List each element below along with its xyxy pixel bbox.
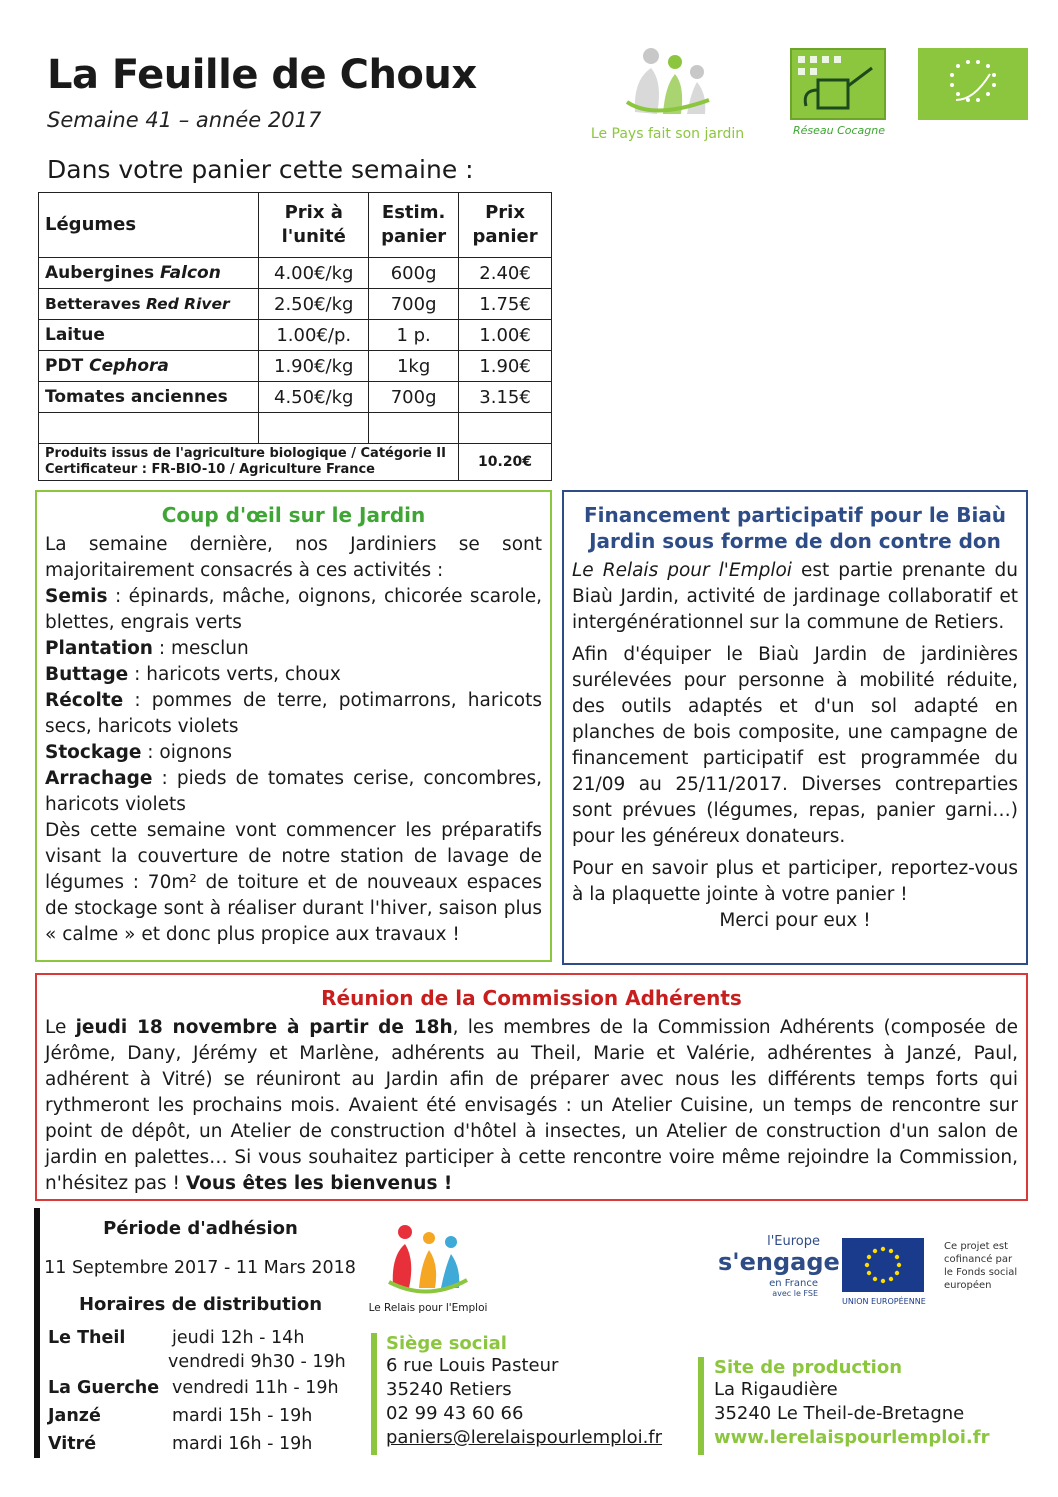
col-header-prix-panier: Prix panier xyxy=(459,193,552,258)
certification-note: Produits issus de l'agriculture biologique / Catégorie II Certificateur : FR-BIO-10 / Agriculture France xyxy=(39,444,459,481)
jardin-item: Récolte : pommes de terre, potimarrons, haricots secs, haricots violets xyxy=(45,690,542,737)
basket-heading: Dans votre panier cette semaine : xyxy=(47,155,474,184)
jardin-item: Plantation : mesclun xyxy=(45,638,249,659)
jardin-outro: Dès cette semaine vont commencer les préparatifs visant la couverture de notre station de lavage de légumes : 70m² de toiture et de nouveaux espaces de stockage sont à réaliser durant l'hiver, saison plus « calme » et donc plus propice aux travaux ! xyxy=(45,820,542,945)
pays-jardin-logo xyxy=(585,42,750,142)
website-link[interactable]: www.lerelaispourlemploi.fr xyxy=(714,1427,990,1448)
cocagne-logo xyxy=(790,48,886,120)
table-row xyxy=(39,382,552,413)
unit-price: 1.00€/p. xyxy=(259,320,369,351)
production-line: 35240 Le Theil-de-Bretagne xyxy=(714,1403,965,1424)
jardin-item: Buttage : haricots verts, choux xyxy=(45,664,341,685)
financement-title: Financement participatif pour le Biaù Jardin sous forme de don contre don xyxy=(583,503,1007,553)
table-row xyxy=(39,320,552,351)
watering-can-icon xyxy=(792,50,884,118)
production-title: Site de production xyxy=(714,1357,903,1378)
siege-phone: 02 99 43 60 66 xyxy=(386,1403,524,1424)
jardin-intro: La semaine dernière, nos Jardiniers se sont majoritairement consacrés à ces activités : xyxy=(45,534,542,581)
jardin-item: Semis : épinards, mâche, oignons, chicorée scarole, blettes, engrais verts xyxy=(45,586,542,633)
basket-total: 10.20€ xyxy=(459,444,552,481)
info-side-bar xyxy=(34,1208,40,1458)
unit-price: 2.50€/kg xyxy=(259,289,369,320)
estimate: 1 p. xyxy=(369,320,459,351)
relais-people-icon xyxy=(383,1220,473,1300)
jardin-title: Coup d'œil sur le Jardin xyxy=(161,503,426,527)
eu-flag xyxy=(842,1238,924,1292)
table-footer-row xyxy=(39,444,552,481)
people-icon xyxy=(613,42,723,122)
estimate: 1kg xyxy=(369,351,459,382)
financement-p3: Pour en savoir plus et participer, reportez-vous à la plaquette jointe à votre panier ! xyxy=(572,858,1018,905)
eu-organic-logo xyxy=(918,48,1028,120)
page-title: La Feuille de Choux xyxy=(47,52,477,98)
estimate: 700g xyxy=(369,289,459,320)
jardin-box xyxy=(35,490,552,962)
relais-caption: Le Relais pour l'Emploi xyxy=(368,1302,488,1314)
siege-line: 6 rue Louis Pasteur xyxy=(386,1355,559,1376)
fse-note: Ce projet est cofinancé par le Fonds social européen xyxy=(944,1241,1018,1291)
pays-jardin-caption: Le Pays fait son jardin xyxy=(590,126,745,142)
unit-price: 4.50€/kg xyxy=(259,382,369,413)
reunion-title: Réunion de la Commission Adhérents xyxy=(321,986,742,1010)
relais-logo xyxy=(368,1220,488,1314)
basket-price: 1.90€ xyxy=(459,351,552,382)
jardin-item: Stockage : oignons xyxy=(45,742,233,763)
table-row xyxy=(39,351,552,382)
production-bar xyxy=(698,1357,704,1455)
financement-p1: Le Relais pour l'Emploi est partie prenante du Biaù Jardin, activité de jardinage collaboratif et intergénérationnel sur la commune de Retiers. xyxy=(572,560,1018,633)
leaf-stars-icon xyxy=(918,48,1028,120)
unit-price: 4.00€/kg xyxy=(259,258,369,289)
siege-title: Siège social xyxy=(386,1333,507,1354)
veg-name: Laitue xyxy=(39,320,259,351)
page-subtitle: Semaine 41 – année 2017 xyxy=(47,108,322,132)
col-header-estim: Estim. panier xyxy=(369,193,459,258)
reunion-box xyxy=(35,973,1028,1201)
horaires-title: Horaires de distribution xyxy=(78,1294,323,1315)
eu-stars-icon xyxy=(842,1238,924,1292)
estimate: 700g xyxy=(369,382,459,413)
siege-block xyxy=(386,1333,686,1450)
veg-name: PDT Cephora xyxy=(39,351,259,382)
table-row xyxy=(39,258,552,289)
europe-engage-logo: l'Europe s'engage en France avec le FSE xyxy=(718,1234,840,1298)
table-row xyxy=(39,289,552,320)
cocagne-caption: Réseau Cocagne xyxy=(792,124,886,137)
col-header-prix-unite: Prix à l'unité xyxy=(259,193,369,258)
basket-price: 1.00€ xyxy=(459,320,552,351)
production-line: La Rigaudière xyxy=(714,1379,838,1400)
veg-name: Tomates anciennes xyxy=(39,382,259,413)
financement-p2: Afin d'équiper le Biaù Jardin de jardinières surélevées pour personne à mobilité réduite, des outils adaptés et d'un sol adapté en planches de bois composite, une campagne de financement participatif est programmée du 21/09 au 25/11/2017. Diverses contreparties sont prévues (légumes, repas, panier garni…) pour les généreux donateurs. xyxy=(572,644,1018,847)
table-header-row xyxy=(39,193,552,258)
col-header-legumes: Légumes xyxy=(39,193,259,258)
jardin-item: Arrachage : pieds de tomates cerise, concombres, haricots violets xyxy=(45,768,542,815)
basket-price: 2.40€ xyxy=(459,258,552,289)
unit-price: 1.90€/kg xyxy=(259,351,369,382)
reunion-text: Le jeudi 18 novembre à partir de 18h, les membres de la Commission Adhérents (composée de Jérôme, Dany, Jérémy et Marlène, adhérents au Theil, Marie et Valérie, adhérentes à Janzé, Paul, adhérent à Vitré) se réuniront au Jardin afin de préparer avec nous les différents temps forts qui rythmeront les prochains mois. Avaient été envisagés : un Atelier Cuisine, un temps de rencontre sur point de dépôt, un Atelier de construction d'hôtel à insectes, un Atelier de construction d'un salon de jardin en palettes… Si vous souhaitez participer à cette rencontre voire même rejoindre la Commission, n'hésitez pas ! Vous êtes les bienvenus ! xyxy=(45,1017,1019,1194)
estimate: 600g xyxy=(369,258,459,289)
table-empty-row xyxy=(39,413,552,444)
financement-thanks: Merci pour eux ! xyxy=(719,910,871,931)
basket-table xyxy=(38,192,552,481)
ue-caption: UNION EUROPÉENNE xyxy=(842,1297,926,1306)
siege-line: 35240 Retiers xyxy=(386,1379,512,1400)
adhesion-title: Période d'adhésion xyxy=(103,1218,298,1239)
veg-name: Aubergines Falcon xyxy=(39,258,259,289)
basket-price: 3.15€ xyxy=(459,382,552,413)
adhesion-dates: 11 Septembre 2017 - 11 Mars 2018 xyxy=(44,1258,356,1278)
veg-name: Betteraves Red River xyxy=(39,289,259,320)
basket-price: 1.75€ xyxy=(459,289,552,320)
siege-email-link[interactable]: paniers@lerelaispourlemploi.fr xyxy=(386,1427,663,1448)
siege-bar xyxy=(371,1333,377,1455)
production-block xyxy=(714,1357,1034,1450)
financement-box xyxy=(562,490,1028,965)
